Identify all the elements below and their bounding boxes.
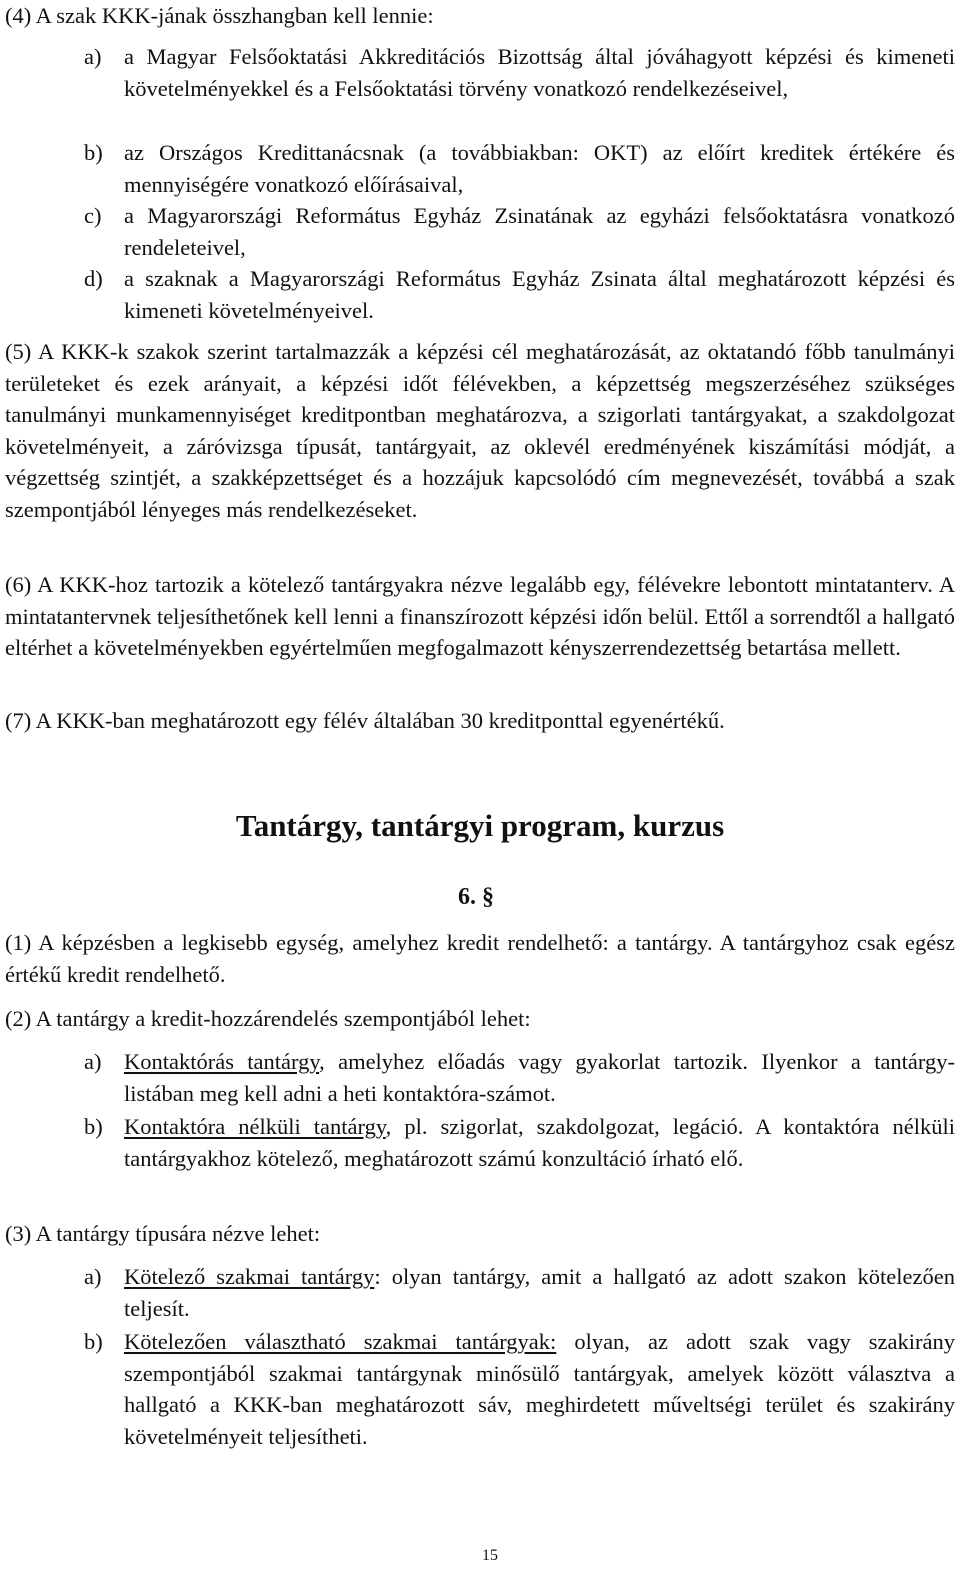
list-item-3a xyxy=(86,1261,955,1324)
paragraph-4-intro: (4) A szak KKK-jának összhangban kell lennie: xyxy=(5,3,434,28)
list-text: az Országos Kredittanácsnak (a továbbiakban: OKT) az előírt kreditek értékére és mennyiségére vonatkozó előírásaival, xyxy=(124,140,955,197)
list-item-2b xyxy=(86,1111,955,1174)
list-label: d) xyxy=(84,266,103,291)
term-description: : olyan tantárgy, amit a hallgató az adott szakon kötelezően teljesít. xyxy=(124,1264,955,1321)
list-label: b) xyxy=(84,1114,103,1139)
list-text: a szaknak a Magyarországi Református Egyház Zsinata által meghatározott képzési és kimeneti követelményeivel. xyxy=(124,266,955,323)
term-underlined: Kötelezően választható szakmai tantárgyak: xyxy=(124,1329,557,1354)
paragraph-5: (5) A KKK-k szakok szerint tartalmazzák a képzési cél meghatározását, az oktatandó főbb tanulmányi területeket és ezek arányait, a képzési időt félévekben, a képzettség megszerzéséhez szükséges tanulmányi munkamennyiséget kreditpontban meghatározva, a szigorlati tantárgyakat, a szakdolgozat követelményeit, a záróvizsga típusát, tantárgyait, az oklevél eredményének kiszámítási módját, a végzettség szintjét, a szakképzettséget és a hozzájuk kapcsolódó cím megnevezését, továbbá a szak szempontjából lényeges más rendelkezéseket. xyxy=(5,339,955,522)
list-text xyxy=(124,1111,955,1174)
term-underlined: Kötelező szakmai tantárgy xyxy=(124,1264,375,1289)
section-heading: Tantárgy, tantárgyi program, kurzus xyxy=(235,808,725,843)
list-text xyxy=(124,1261,955,1324)
list-text: a Magyar Felsőoktatási Akkreditációs Bizottság által jóváhagyott képzési és kimeneti követelményekkel és a Felsőoktatási törvény vonatkozó rendelkezéseivel, xyxy=(124,44,955,101)
list-label: a) xyxy=(84,1049,102,1074)
section-paragraph-2: (2) A tantárgy a kredit-hozzárendelés szempontjából lehet: xyxy=(5,1006,531,1031)
term-underlined: Kontaktóra nélküli tantárgy xyxy=(124,1114,386,1139)
section-number: 6. § xyxy=(458,884,494,910)
section-paragraph-1: (1) A képzésben a legkisebb egység, amelyhez kredit rendelhető: a tantárgy. A tantárgyhoz csak egész értékű kredit rendelhető. xyxy=(5,930,955,987)
page-number: 15 xyxy=(482,1547,498,1564)
list-text xyxy=(124,1326,955,1452)
list-item-4d xyxy=(86,263,955,326)
section-paragraph-3: (3) A tantárgy típusára nézve lehet: xyxy=(5,1221,321,1246)
term-description: , pl. szigorlat, szakdolgozat, legáció. A kontaktóra nélküli tantárgyakhoz kötelező, meghatározott számú konzultáció írható elő. xyxy=(124,1114,955,1171)
paragraph-6: (6) A KKK-hoz tartozik a kötelező tantárgyakra nézve legalább egy, félévekre lebontott mintatanterv. A mintatantervnek teljesíthetőnek kell lenni a finanszírozott képzési időn belül. Ettől a sorrendtől a hallgató eltérhet a követelményekben egyértelműen megfogalmazott kényszerrendezettség betartása mellett. xyxy=(5,572,955,660)
list-label: b) xyxy=(84,140,103,165)
list-item-2a xyxy=(86,1046,955,1109)
list-item-3b xyxy=(86,1326,955,1452)
term-description: , amelyhez előadás vagy gyakorlat tartozik. Ilyenkor a tantárgy-listában meg kell adni a heti kontaktóra-számot. xyxy=(124,1049,955,1106)
list-item-4a xyxy=(86,41,955,104)
list-item-4c xyxy=(86,200,955,263)
term-underlined: Kontaktórás tantárgy xyxy=(124,1049,320,1074)
list-label: b) xyxy=(84,1329,103,1354)
list-text: a Magyarországi Református Egyház Zsinatának az egyházi felsőoktatásra vonatkozó rendeleteivel, xyxy=(124,203,955,260)
list-item-4b xyxy=(86,137,955,200)
paragraph-7: (7) A KKK-ban meghatározott egy félév általában 30 kreditponttal egyenértékű. xyxy=(5,708,725,733)
list-label: a) xyxy=(84,44,102,69)
list-label: a) xyxy=(84,1264,102,1289)
list-label: c) xyxy=(84,203,102,228)
term-description: olyan, az adott szak vagy szakirány szempontjából szakmai tantárgynak minősülő tantárgyak, amelyek között választva a hallgató a KKK-ban meghatározott sáv, meghirdetett műveltségi terület és szakirány követelményeit teljesítheti. xyxy=(124,1329,955,1449)
list-text xyxy=(124,1046,955,1109)
